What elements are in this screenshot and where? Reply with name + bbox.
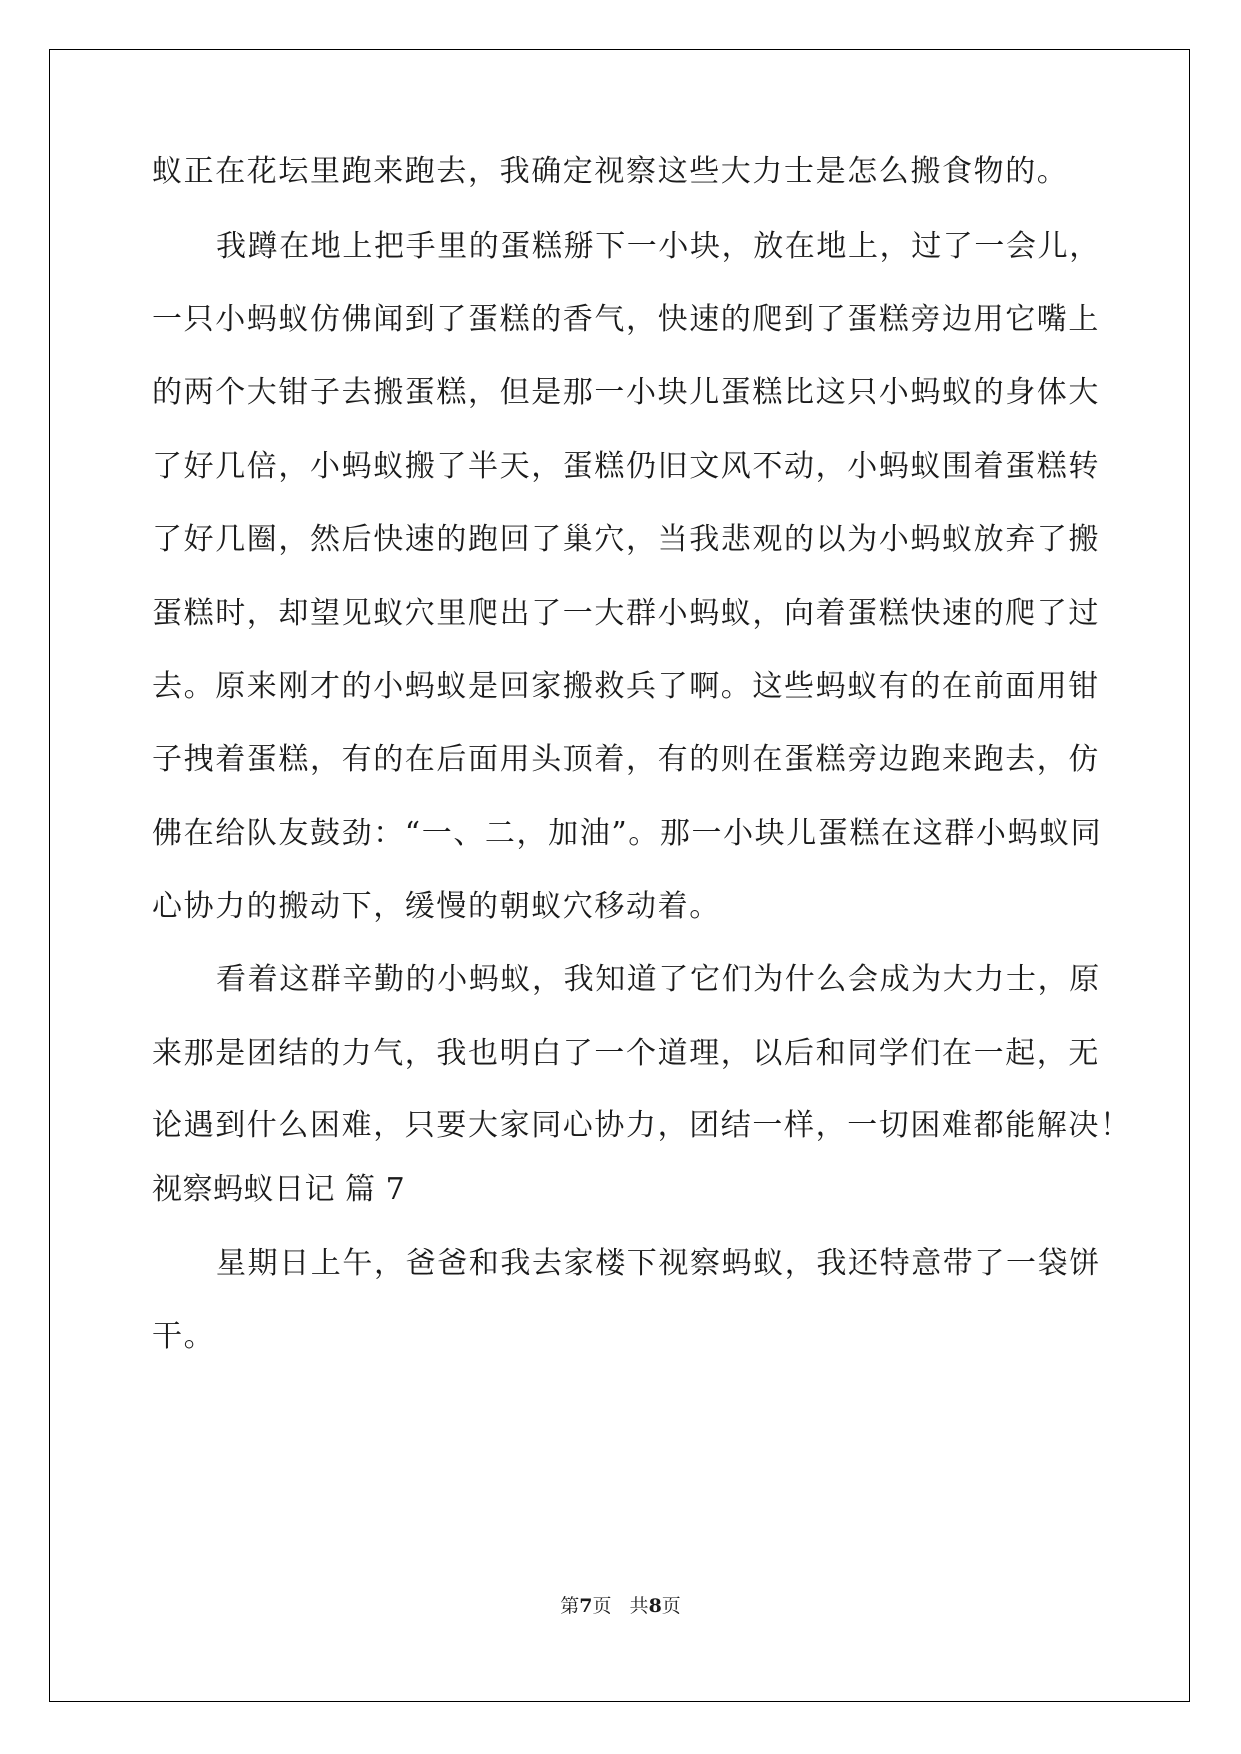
page-border: [49, 49, 1190, 1702]
paragraph-line: 蛋糕时，却望见蚁穴里爬出了一大群小蚂蚁，向着蛋糕快速的爬了过: [152, 596, 1100, 631]
paragraph-line: 星期日上午，爸爸和我去家楼下视察蚂蚁，我还特意带了一袋饼: [216, 1246, 1101, 1281]
footer-suffix: 页: [661, 1595, 681, 1617]
paragraph-line: 佛在给队友鼓劲：“一、二，加油”。那一小块儿蛋糕在这群小蚂蚁同: [152, 816, 1103, 851]
footer-middle: 页 共: [592, 1595, 649, 1617]
footer-current-page: 7: [579, 1595, 593, 1617]
paragraph-line: 的两个大钳子去搬蛋糕，但是那一小块儿蛋糕比这只小蚂蚁的身体大: [152, 375, 1100, 410]
paragraph-line: 子拽着蛋糕，有的在后面用头顶着，有的则在蛋糕旁边跑来跑去，仿: [152, 742, 1100, 777]
footer-total-pages: 8: [648, 1595, 662, 1617]
paragraph-line: 去。原来刚才的小蚂蚁是回家搬救兵了啊。这些蚂蚁有的在前面用钳: [152, 669, 1100, 704]
paragraph-line: 心协力的搬动下，缓慢的朝蚁穴移动着。: [152, 889, 721, 924]
paragraph-line: 一只小蚂蚁仿佛闻到了蛋糕的香气，快速的爬到了蛋糕旁边用它嘴上: [152, 302, 1100, 337]
paragraph-line: 蚁正在花坛里跑来跑去，我确定视察这些大力士是怎么搬食物的。: [152, 154, 1069, 189]
paragraph-line: 了好几倍，小蚂蚁搬了半天，蛋糕仍旧文风不动，小蚂蚁围着蛋糕转: [152, 449, 1100, 484]
section-heading: 视察蚂蚁日记 篇 7: [152, 1172, 406, 1207]
paragraph-line: 看着这群辛勤的小蚂蚁，我知道了它们为什么会成为大力士，原: [216, 962, 1101, 997]
footer-prefix: 第: [560, 1595, 580, 1617]
paragraph-line: 我蹲在地上把手里的蛋糕掰下一小块，放在地上，过了一会儿，: [216, 229, 1101, 264]
paragraph-line: 了好几圈，然后快速的跑回了巢穴，当我悲观的以为小蚂蚁放弃了搬: [152, 522, 1100, 557]
paragraph-line: 来那是团结的力气，我也明白了一个道理，以后和同学们在一起，无: [152, 1036, 1100, 1071]
paragraph-line: 干。: [152, 1319, 216, 1354]
page-number-footer: [0, 1594, 1241, 1618]
paragraph-line: 论遇到什么困难，只要大家同心协力，团结一样，一切困难都能解决！: [152, 1108, 1132, 1143]
